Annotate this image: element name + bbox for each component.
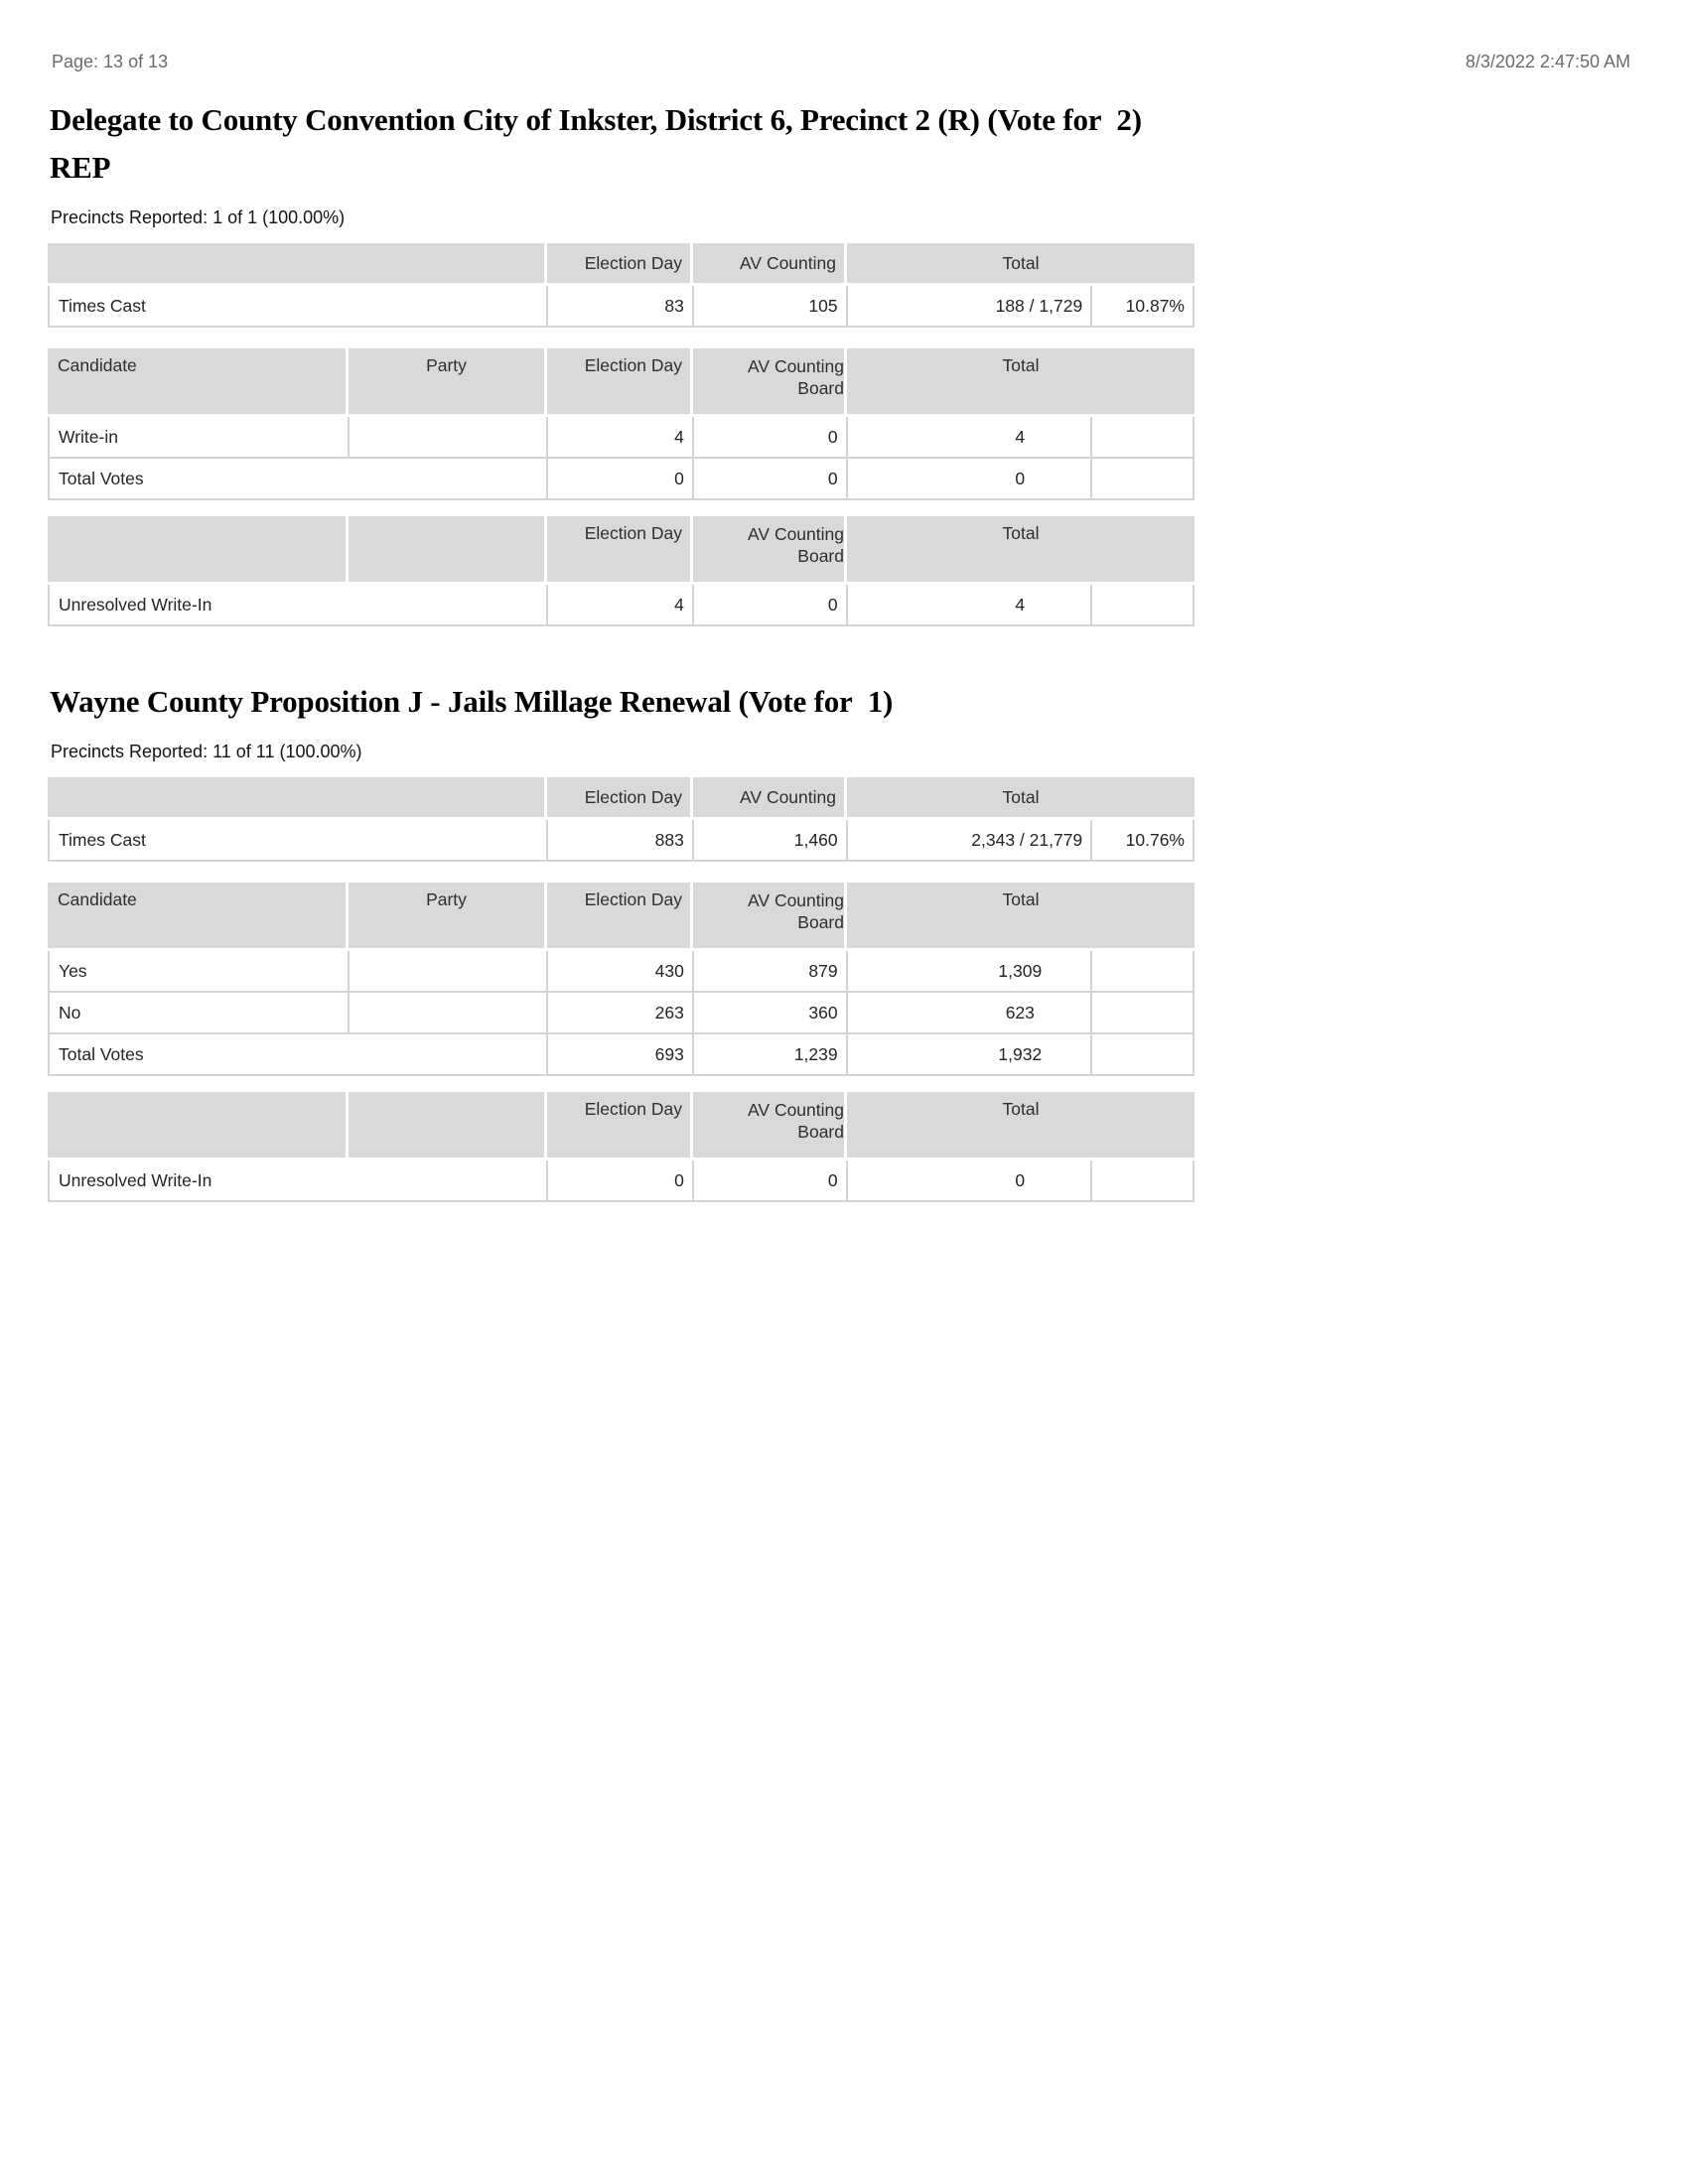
contest-title-block — [50, 678, 1609, 726]
times-cast-row — [50, 286, 1193, 326]
total-value: 4 — [846, 585, 1193, 624]
av-counting-value: 105 — [692, 286, 846, 326]
column-header-party: Party — [349, 348, 547, 414]
row-label: Unresolved Write-In — [50, 585, 546, 624]
unresolved-write-in-row — [50, 585, 1193, 624]
times-cast-table — [48, 777, 1195, 862]
contest-title: Delegate to County Convention City of Inkster, District 6, Precinct 2 (R) (Vote for 2) — [50, 102, 1142, 137]
page-number: Page: 13 of 13 — [52, 52, 169, 71]
column-header-total: Total — [847, 516, 1195, 582]
total-value: 1,932 — [846, 1034, 1193, 1074]
candidates-table — [48, 348, 1195, 500]
av-counting-value: 879 — [692, 951, 846, 991]
column-header-election-day: Election Day — [547, 777, 693, 817]
column-header-av-counting: AV Counting — [693, 243, 847, 283]
candidate-name: Yes — [50, 951, 348, 991]
column-header-total: Total — [847, 883, 1195, 948]
column-header-party: Party — [349, 883, 547, 948]
election-day-value: 4 — [546, 585, 692, 624]
total-value: 1,309 — [846, 951, 1193, 991]
column-header-total: Total — [847, 348, 1195, 414]
column-header-av-counting-board: AV Counting Board — [693, 348, 847, 414]
table-header-row — [48, 883, 1195, 948]
row-label: Total Votes — [50, 1034, 546, 1074]
column-header-av-counting-board: AV Counting Board — [693, 883, 847, 948]
total-votes-row — [50, 457, 1193, 498]
total-value: 0 — [846, 459, 1193, 498]
precincts-reported: Precincts Reported: 1 of 1 (100.00%) — [51, 207, 346, 227]
column-header-candidate: Candidate — [48, 348, 349, 414]
column-header-election-day: Election Day — [547, 243, 693, 283]
report-timestamp: 8/3/2022 2:47:50 AM — [1465, 52, 1630, 71]
column-header-election-day: Election Day — [547, 348, 693, 414]
table-header-row — [48, 348, 1195, 414]
election-day-value: 430 — [546, 951, 692, 991]
election-day-value: 0 — [546, 459, 692, 498]
table-header-row — [48, 243, 1195, 283]
column-header-election-day: Election Day — [547, 883, 693, 948]
empty-header-cell — [349, 516, 547, 582]
election-day-value: 883 — [546, 820, 692, 860]
candidate-name: Write-in — [50, 417, 348, 457]
column-header-total: Total — [847, 243, 1195, 283]
table-body — [48, 820, 1195, 862]
row-label: Unresolved Write-In — [50, 1160, 546, 1200]
contest-section — [0, 96, 1688, 626]
unresolved-table — [48, 1092, 1195, 1202]
contest-title: Wayne County Proposition J - Jails Millage Renewal (Vote for 1) — [50, 684, 894, 719]
unresolved-table — [48, 516, 1195, 626]
total-value: 188 / 1,729 — [846, 286, 1091, 326]
party-cell — [348, 993, 546, 1032]
contest-section — [0, 678, 1688, 1202]
total-value: 0 — [846, 1160, 1193, 1200]
empty-header-cell — [48, 1092, 349, 1158]
election-day-value: 83 — [546, 286, 692, 326]
av-counting-value: 360 — [692, 993, 846, 1032]
column-header-candidate: Candidate — [48, 883, 349, 948]
column-header-total: Total — [847, 777, 1195, 817]
precincts-reported: Precincts Reported: 11 of 11 (100.00%) — [51, 742, 362, 761]
total-value: 623 — [846, 993, 1193, 1032]
times-cast-row — [50, 820, 1193, 860]
empty-header-cell — [48, 516, 349, 582]
table-header-row — [48, 1092, 1195, 1158]
av-counting-value: 0 — [692, 585, 846, 624]
column-header-election-day: Election Day — [547, 1092, 693, 1158]
total-votes-row — [50, 1032, 1193, 1074]
unresolved-write-in-row — [50, 1160, 1193, 1200]
candidate-row — [50, 417, 1193, 457]
row-label: Total Votes — [50, 459, 546, 498]
party-cell — [348, 417, 546, 457]
column-header-av-counting: AV Counting — [693, 777, 847, 817]
candidate-row — [50, 951, 1193, 991]
av-counting-value: 0 — [692, 1160, 846, 1200]
party-cell — [348, 951, 546, 991]
election-day-value: 4 — [546, 417, 692, 457]
av-counting-value: 0 — [692, 417, 846, 457]
total-value: 2,343 / 21,779 — [846, 820, 1091, 860]
candidates-table — [48, 883, 1195, 1076]
contest-title-block — [50, 96, 1609, 192]
empty-header-cell — [349, 1092, 547, 1158]
empty-header-cell — [48, 243, 547, 283]
table-body — [48, 1160, 1195, 1202]
total-value: 4 — [846, 417, 1193, 457]
contest-subtitle: REP — [50, 150, 111, 185]
av-counting-value: 1,239 — [692, 1034, 846, 1074]
av-counting-value: 1,460 — [692, 820, 846, 860]
percent-value: 10.87% — [1090, 286, 1193, 326]
times-cast-table — [48, 243, 1195, 328]
table-body — [48, 417, 1195, 500]
table-body — [48, 951, 1195, 1076]
election-day-value: 263 — [546, 993, 692, 1032]
column-header-av-counting-board: AV Counting Board — [693, 1092, 847, 1158]
election-day-value: 693 — [546, 1034, 692, 1074]
column-header-total: Total — [847, 1092, 1195, 1158]
row-label: Times Cast — [50, 286, 546, 326]
column-header-election-day: Election Day — [547, 516, 693, 582]
av-counting-value: 0 — [692, 459, 846, 498]
table-header-row — [48, 777, 1195, 817]
row-label: Times Cast — [50, 820, 546, 860]
election-day-value: 0 — [546, 1160, 692, 1200]
column-header-av-counting-board: AV Counting Board — [693, 516, 847, 582]
table-header-row — [48, 516, 1195, 582]
candidate-row — [50, 991, 1193, 1032]
table-body — [48, 585, 1195, 626]
percent-value: 10.76% — [1090, 820, 1193, 860]
empty-header-cell — [48, 777, 547, 817]
candidate-name: No — [50, 993, 348, 1032]
page-header — [0, 0, 1688, 72]
table-body — [48, 286, 1195, 328]
